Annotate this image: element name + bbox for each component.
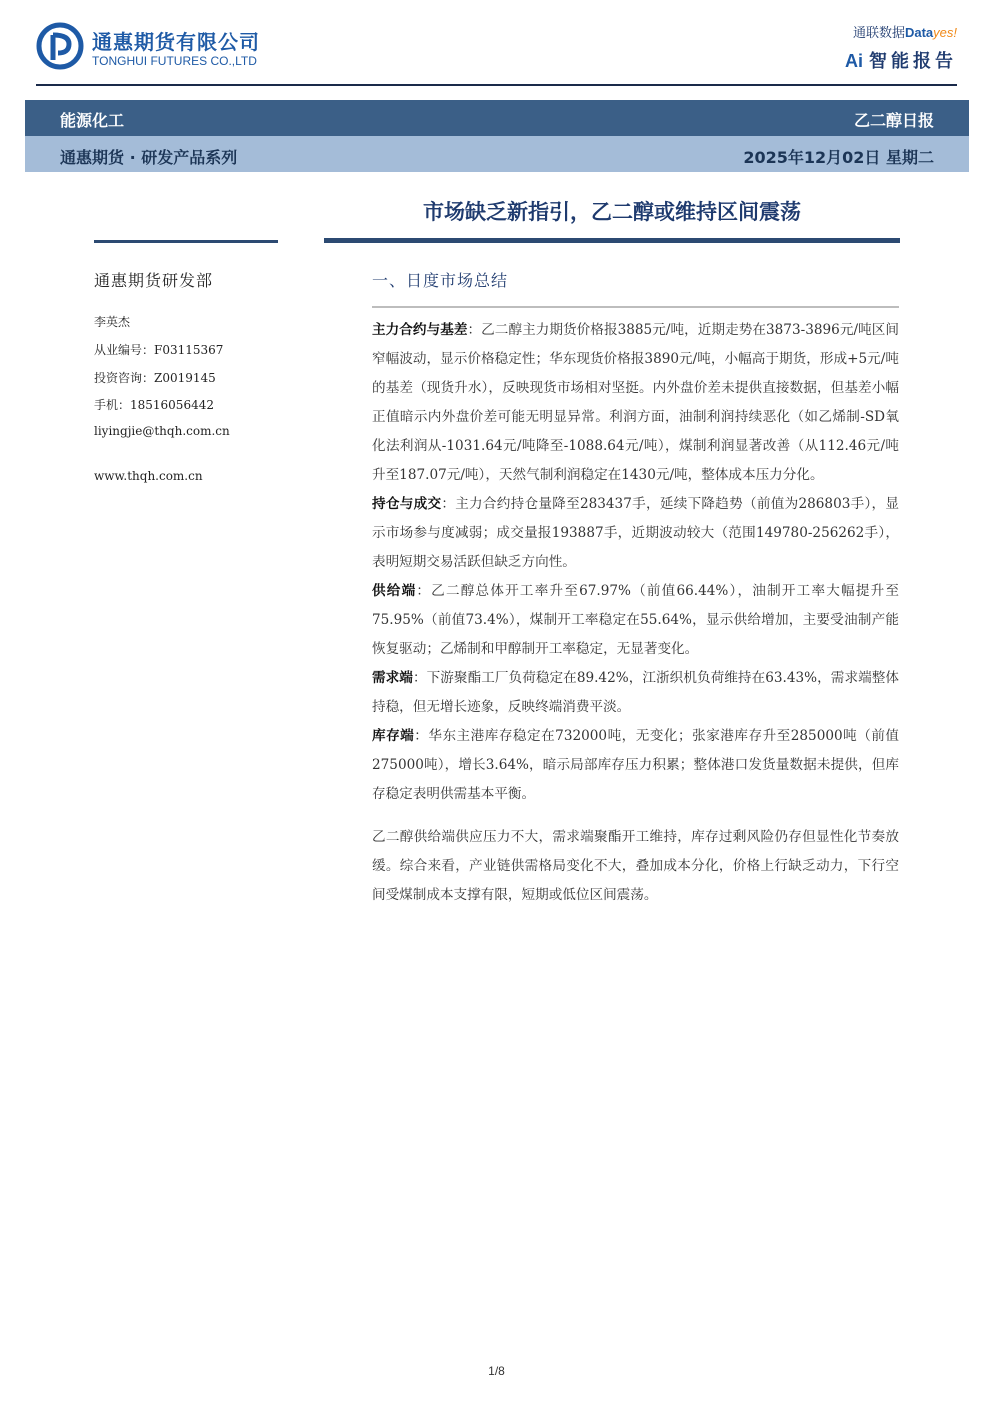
company-name-cn: 通惠期货有限公司 (92, 30, 260, 54)
paragraph-text: ：乙二醇主力期货价格报3885元/吨，近期走势在3873-3896元/吨区间窄幅波动，显示价格稳定性；华东现货价格报3890元/吨，小幅高于期货，形成+5元/吨的基差（现货升水），反映现货市场相对坚挺。内外盘价差未提供直接数据，但基差小幅正值暗示内外盘价差可能无明显异常。利润方面，油制利润持续恶化（如乙烯制-SD氧化法利润从-1031.64元/吨降至-1088.64元/吨），煤制利润显著改善（从112.46元/吨升至187.07元/吨），天然气制利润稳定在1430元/吨，整体成本压力分化。 (372, 322, 900, 483)
sidebar-divider (94, 240, 278, 243)
report-title: 市场缺乏新指引，乙二醇或维持区间震荡 (423, 200, 801, 224)
paragraph-inventory (372, 722, 899, 809)
paragraph-text: ：下游聚酯工厂负荷稳定在89.42%，江浙织机负荷维持在63.43%，需求端整体持稳，但无增长迹象，反映终端消费平淡。 (372, 670, 899, 715)
paragraph-positions (372, 490, 899, 577)
sidebar-dept: 通惠期货研发部 (94, 271, 214, 290)
paragraph-main-contract (372, 316, 899, 490)
banner-secondary (25, 136, 969, 172)
brand-yes: yes! (933, 25, 957, 40)
brand-ai: Ai (845, 51, 863, 71)
paragraph-label: 需求端 (372, 670, 413, 686)
sidebar-website[interactable]: www.thqh.com.cn (94, 469, 203, 483)
brand-ai-report (757, 47, 957, 73)
company-logo (36, 22, 276, 74)
paragraph-text: ：主力合约持仓量降至283437手，延续下降趋势（前值为286803手），显示市场参与度减弱；成交量报193887手，近期波动较大（范围149780-256262手），表明短期交易活跃但缺乏方向性。 (372, 496, 900, 570)
banner-sector: 能源化工 (60, 111, 125, 130)
brand-data: Data (904, 25, 934, 40)
paragraph-label: 供给端 (372, 583, 417, 599)
sidebar-consult: 投资咨询：Z0019145 (94, 371, 216, 385)
banner-primary (25, 100, 969, 136)
paragraph-label: 主力合约与基差 (372, 322, 468, 338)
paragraph-text: ：乙二醇总体开工率升至67.97%（前值66.44%），油制开工率大幅提升至75.95%（前值73.4%），煤制开工率稳定在55.64%，显示供给增加，主要受油制产能恢复驱动；乙烯制和甲醇制开工率稳定，无显著变化。 (372, 583, 899, 657)
banner-report-type: 乙二醇日报 (853, 111, 934, 130)
page-number: 1/8 (488, 1364, 505, 1378)
banner-series: 通惠期货 · 研发产品系列 (60, 148, 238, 167)
title-divider (324, 238, 900, 243)
brand-report: 智能报告 (869, 51, 957, 72)
sidebar-license: 从业编号：F03115367 (94, 343, 224, 357)
brand-prefix: 通联数据 (852, 26, 905, 41)
section-body (372, 316, 899, 910)
sidebar-email[interactable]: liyingjie@thqh.com.cn (94, 424, 230, 438)
sidebar-phone: 手机：18516056442 (94, 398, 214, 412)
header-divider (36, 84, 957, 86)
paragraph-demand (372, 664, 899, 722)
paragraph-supply (372, 577, 899, 664)
section-heading: 一、日度市场总结 (372, 271, 509, 290)
company-logo-icon (36, 22, 84, 70)
paragraph-label: 持仓与成交 (372, 496, 442, 512)
paragraph-conclusion: 乙二醇供给端供应压力不大，需求端聚酯开工维持，库存过剩风险仍存但显性化节奏放缓。综合来看，产业链供需格局变化不大，叠加成本分化，价格上行缺乏动力，下行空间受煤制成本支撑有限，短期或低位区间震荡。 (372, 829, 899, 903)
paragraph-label: 库存端 (372, 728, 415, 744)
brand-line (757, 22, 957, 41)
section-divider (372, 306, 899, 308)
sidebar-analyst: 李英杰 (94, 315, 131, 329)
company-name-en: TONGHUI FUTURES CO.,LTD (92, 54, 257, 68)
banner-date: 2025年12月02日 星期二 (743, 148, 934, 167)
paragraph-text: ：华东主港库存稳定在732000吨，无变化；张家港库存升至285000吨（前值275000吨），增长3.64%，暗示局部库存压力积累；整体港口发货量数据未提供，但库存稳定表明供需基本平衡。 (372, 728, 899, 802)
datayes-brand (757, 22, 957, 72)
